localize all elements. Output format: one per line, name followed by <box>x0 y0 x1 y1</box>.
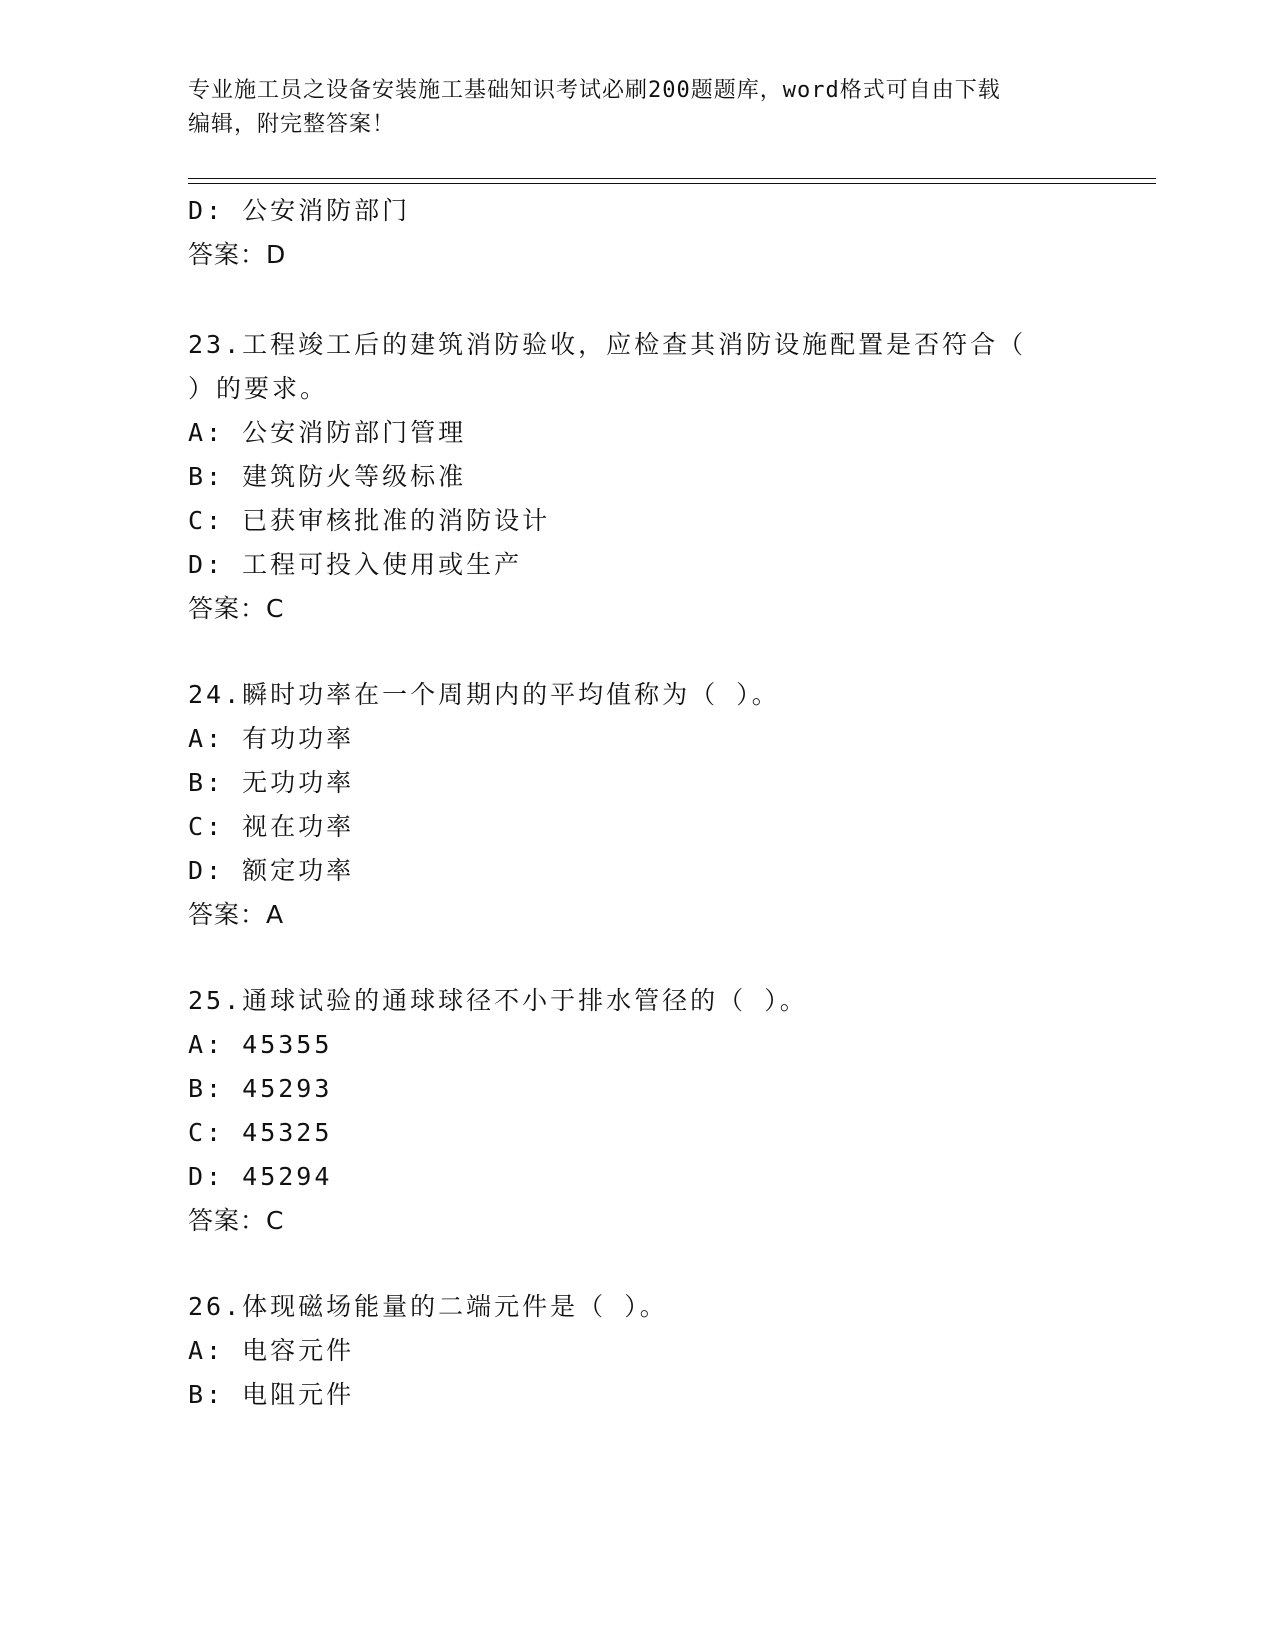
question-26-option-a: A: 电容元件 <box>188 1336 355 1365</box>
question-25-option-d: D: 45294 <box>188 1162 333 1191</box>
question-23-stem-line-1: 23.工程竣工后的建筑消防验收，应检查其消防设施配置是否符合（ <box>188 330 1027 359</box>
question-23-stem-line-2: ）的要求。 <box>188 374 329 403</box>
header-line-2: 编辑，附完整答案！ <box>188 112 396 137</box>
question-24-option-c: C: 视在功率 <box>188 812 355 841</box>
header-line-1: 专业施工员之设备安装施工基础知识考试必刷200题题库，word格式可自由下载 <box>188 78 1001 103</box>
question-23-answer: 答案：C <box>188 594 285 623</box>
question-24-answer: 答案：A <box>188 900 285 929</box>
question-23-option-b: B: 建筑防火等级标准 <box>188 462 467 491</box>
document-header <box>188 74 1088 142</box>
question-24-option-b: B: 无功功率 <box>188 768 355 797</box>
question-24-option-d: D: 额定功率 <box>188 856 355 885</box>
question-26-stem: 26.体现磁场能量的二端元件是（ ）。 <box>188 1292 668 1321</box>
header-divider-bottom <box>188 183 1156 184</box>
header-divider-top <box>188 178 1156 179</box>
answer-prev: 答案：D <box>188 240 287 269</box>
option-d-prev: D: 公安消防部门 <box>188 196 411 225</box>
question-23-option-c: C: 已获审核批准的消防设计 <box>188 506 551 535</box>
question-25-option-c: C: 45325 <box>188 1118 333 1147</box>
question-25-stem: 25.通球试验的通球球径不小于排水管径的（ ）。 <box>188 986 808 1015</box>
question-23-option-a: A: 公安消防部门管理 <box>188 418 467 447</box>
question-24-option-a: A: 有功功率 <box>188 724 355 753</box>
question-24-stem: 24.瞬时功率在一个周期内的平均值称为（ ）。 <box>188 680 780 709</box>
question-25-answer: 答案：C <box>188 1206 285 1235</box>
question-23-option-d: D: 工程可投入使用或生产 <box>188 550 523 579</box>
question-26-option-b: B: 电阻元件 <box>188 1380 355 1409</box>
question-25-option-b: B: 45293 <box>188 1074 333 1103</box>
question-25-option-a: A: 45355 <box>188 1030 333 1059</box>
